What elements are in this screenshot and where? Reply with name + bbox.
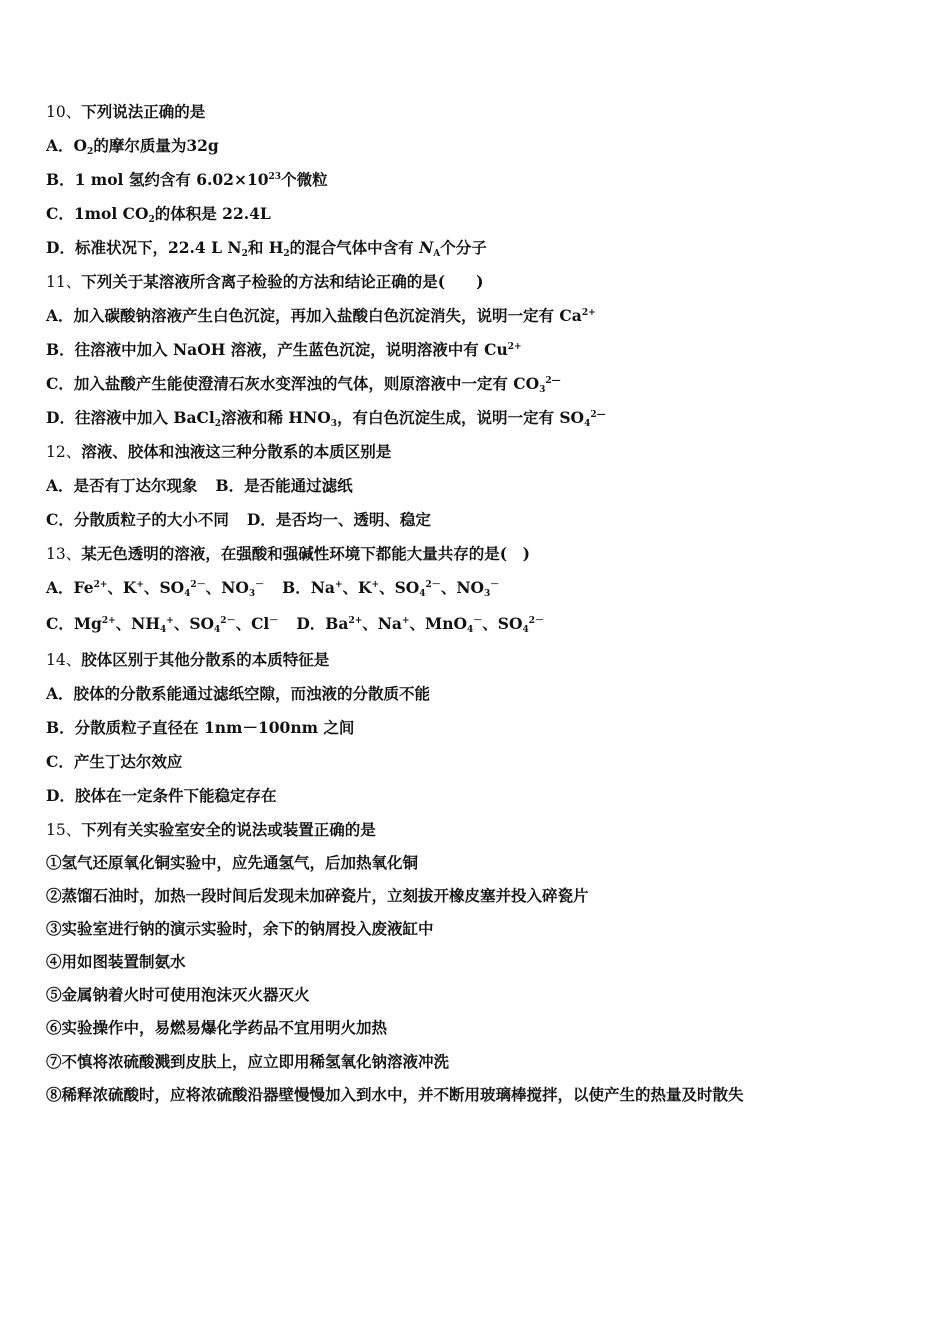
question-15-item: ①氢气还原氧化铜实验中，应先通氢气，后加热氧化铜 bbox=[46, 853, 419, 872]
subscript: 4 bbox=[214, 625, 221, 635]
question-14-option-c bbox=[46, 752, 182, 772]
question-11-stem bbox=[46, 272, 483, 292]
option-label: D． bbox=[46, 238, 75, 257]
question-stem: 下列有关实验室安全的说法或装置正确的是 bbox=[81, 820, 376, 839]
ion: Cl bbox=[251, 614, 270, 633]
subscript: 2 bbox=[283, 249, 290, 259]
superscript: + bbox=[166, 616, 174, 626]
ion: SO bbox=[394, 578, 420, 597]
option-text: 个分子 bbox=[440, 238, 487, 257]
option-text: 往溶液中加入 BaCl bbox=[74, 408, 215, 427]
ion: MnO bbox=[425, 614, 467, 633]
ion: NH bbox=[131, 614, 160, 633]
option-label: C． bbox=[46, 752, 74, 771]
superscript: 2+ bbox=[101, 616, 116, 626]
option-label: B． bbox=[215, 476, 245, 495]
separator: 、 bbox=[143, 578, 160, 597]
question-15-item: ⑦不慎将浓硫酸溅到皮肤上，应立即用稀氢氧化钠溶液冲洗 bbox=[46, 1052, 450, 1071]
superscript: 23 bbox=[268, 172, 282, 182]
question-13-options-cd bbox=[46, 614, 544, 634]
option-text: 个微粒 bbox=[281, 170, 328, 189]
ion: SO bbox=[159, 578, 185, 597]
question-15-item: ②蒸馏石油时，加热一段时间后发现未加碎瓷片，立刻拔开橡皮塞并投入碎瓷片 bbox=[46, 886, 589, 905]
question-12-options-ab bbox=[46, 476, 353, 496]
option-text: 分散质粒子的大小不同 bbox=[73, 510, 229, 529]
option-label: C． bbox=[46, 374, 74, 393]
question-number: 14、 bbox=[46, 651, 82, 669]
question-15-item: ⑤金属钠着火时可使用泡沫灭火器灭火 bbox=[46, 985, 310, 1004]
superscript: 2－ bbox=[528, 616, 545, 626]
superscript: － bbox=[255, 580, 265, 590]
option-label: D． bbox=[246, 510, 276, 529]
option-text: O bbox=[73, 136, 88, 155]
option-text: 是否能通过滤纸 bbox=[244, 476, 353, 495]
question-10-option-d bbox=[46, 238, 487, 258]
option-label: B． bbox=[46, 718, 75, 737]
question-14-option-a bbox=[46, 684, 430, 704]
superscript: + bbox=[401, 616, 410, 626]
subscript: 2 bbox=[241, 249, 248, 259]
option-text: 胶体在一定条件下能稳定存在 bbox=[74, 786, 277, 805]
question-11-option-b bbox=[46, 340, 522, 360]
superscript: － bbox=[473, 616, 483, 626]
option-label: B． bbox=[46, 340, 75, 359]
question-10-option-b bbox=[46, 170, 328, 190]
option-label: B． bbox=[282, 578, 311, 597]
option-text: 往溶液中加入 NaOH 溶液，产生蓝色沉淀，说明溶液中有 Cu bbox=[74, 340, 508, 359]
question-stem: 下列说法正确的是 bbox=[81, 102, 206, 121]
ion: Ba bbox=[325, 614, 349, 633]
option-text: 1 mol 氢约含有 6.02×10 bbox=[74, 170, 269, 189]
superscript: + bbox=[334, 580, 343, 590]
ion: Fe bbox=[73, 578, 94, 597]
question-15-item: ④用如图装置制氨水 bbox=[46, 952, 186, 971]
option-label: C． bbox=[46, 510, 74, 529]
option-label: B． bbox=[46, 170, 75, 189]
separator: 、 bbox=[440, 578, 457, 597]
superscript: 2+ bbox=[507, 342, 522, 352]
question-15-stem bbox=[46, 820, 376, 840]
option-text: 加入盐酸产生能使澄清石灰水变浑浊的气体，则原溶液中一定有 CO bbox=[73, 374, 540, 393]
superscript: + bbox=[371, 580, 380, 590]
ion: K bbox=[358, 578, 372, 597]
option-label: D． bbox=[46, 786, 75, 805]
option-label: A． bbox=[46, 578, 74, 597]
option-text: 的混合气体中含有 bbox=[289, 238, 420, 257]
separator: 、 bbox=[362, 614, 378, 633]
superscript: 2+ bbox=[348, 616, 363, 626]
superscript: 2+ bbox=[93, 580, 108, 590]
ion: SO bbox=[497, 614, 523, 633]
superscript: 2－ bbox=[425, 580, 441, 590]
question-stem: 下列关于某溶液所含离子检验的方法和结论正确的是( ) bbox=[81, 272, 484, 291]
option-label: A． bbox=[46, 306, 74, 325]
question-11-option-a bbox=[46, 306, 596, 326]
question-14-option-b bbox=[46, 718, 354, 738]
option-text: 分散质粒子直径在 1nm－100nm 之间 bbox=[74, 718, 355, 737]
ion: NO bbox=[221, 578, 249, 597]
subscript: 3 bbox=[248, 589, 256, 599]
superscript: 2— bbox=[590, 410, 606, 420]
avogadro-symbol: N bbox=[419, 238, 434, 257]
subscript: 3 bbox=[484, 589, 491, 599]
question-number: 11、 bbox=[46, 273, 82, 291]
question-stem: 某无色透明的溶液，在强酸和强碱性环境下都能大量共存的是( ) bbox=[81, 544, 530, 563]
separator: 、 bbox=[235, 614, 252, 633]
question-15-item: ⑥实验操作中，易燃易爆化学药品不宜用明火加热 bbox=[46, 1018, 388, 1037]
subscript: 2 bbox=[87, 147, 94, 157]
question-13-options-ab bbox=[46, 578, 499, 598]
ion: Mg bbox=[73, 614, 102, 633]
separator: 、 bbox=[482, 614, 498, 633]
question-15-item: ③实验室进行钠的演示实验时，余下的钠屑投入废液缸中 bbox=[46, 919, 434, 938]
superscript: 2— bbox=[545, 376, 561, 386]
subscript: 4 bbox=[160, 625, 167, 635]
option-text: 标准状况下，22.4 L N bbox=[74, 238, 242, 257]
question-number: 10、 bbox=[46, 103, 82, 121]
question-number: 13、 bbox=[46, 545, 82, 563]
option-text: 的体积是 22.4L bbox=[154, 204, 271, 223]
option-text: 1mol CO bbox=[73, 204, 149, 223]
separator: 、 bbox=[173, 614, 190, 633]
subscript: 2 bbox=[214, 419, 221, 429]
question-12-options-cd bbox=[46, 510, 431, 530]
subscript: 2 bbox=[148, 215, 155, 225]
separator: 、 bbox=[205, 578, 222, 597]
question-number: 15、 bbox=[46, 821, 82, 839]
option-text: 胶体的分散系能通过滤纸空隙，而浊液的分散质不能 bbox=[73, 684, 431, 703]
separator: 、 bbox=[342, 578, 359, 597]
question-14-option-d bbox=[46, 786, 276, 806]
superscript: － bbox=[490, 580, 500, 590]
option-text: 和 H bbox=[247, 238, 284, 257]
ion: Na bbox=[377, 614, 402, 633]
ion: K bbox=[122, 578, 137, 597]
question-number: 12、 bbox=[46, 443, 82, 461]
question-15-item: ⑧稀释浓硫酸时，应将浓硫酸沿器壁慢慢加入到水中，并不断用玻璃棒搅拌，以使产生的热量及时散失 bbox=[46, 1085, 744, 1104]
option-label: A． bbox=[46, 684, 74, 703]
option-label: C． bbox=[46, 204, 74, 223]
superscript: 2+ bbox=[581, 308, 596, 318]
question-12-stem bbox=[46, 442, 391, 462]
subscript: 4 bbox=[584, 419, 591, 429]
option-label: A． bbox=[46, 136, 74, 155]
question-14-stem bbox=[46, 650, 329, 670]
option-text: 是否有丁达尔现象 bbox=[73, 476, 198, 495]
separator: 、 bbox=[409, 614, 426, 633]
subscript: A bbox=[433, 249, 441, 259]
subscript: 4 bbox=[466, 625, 474, 635]
subscript: 3 bbox=[330, 419, 337, 429]
question-10-option-a bbox=[46, 136, 219, 156]
option-text: ，有白色沉淀生成，说明一定有 SO bbox=[336, 408, 585, 427]
question-11-option-c bbox=[46, 374, 561, 394]
subscript: 4 bbox=[419, 589, 426, 599]
option-text: 加入碳酸钠溶液产生白色沉淀，再加入盐酸白色沉淀消失，说明一定有 Ca bbox=[73, 306, 582, 325]
superscript: 2－ bbox=[220, 616, 236, 626]
option-text: 产生丁达尔效应 bbox=[73, 752, 183, 771]
question-10-stem bbox=[46, 102, 205, 122]
ion: SO bbox=[189, 614, 215, 633]
option-label: D． bbox=[46, 408, 75, 427]
option-text: 溶液和稀 HNO bbox=[220, 408, 331, 427]
separator: 、 bbox=[107, 578, 123, 597]
separator: 、 bbox=[115, 614, 132, 633]
question-13-stem bbox=[46, 544, 530, 564]
question-stem: 溶液、胶体和浊液这三种分散系的本质区别是 bbox=[81, 442, 392, 461]
option-text: 是否均一、透明、稳定 bbox=[275, 510, 431, 529]
superscript: － bbox=[269, 616, 279, 626]
option-label: D． bbox=[296, 614, 326, 633]
option-text: 的摩尔质量为32g bbox=[93, 136, 219, 155]
option-label: A． bbox=[46, 476, 74, 495]
superscript: + bbox=[136, 580, 144, 590]
ion: NO bbox=[456, 578, 484, 597]
ion: Na bbox=[310, 578, 335, 597]
question-11-option-d bbox=[46, 408, 606, 428]
subscript: 4 bbox=[522, 625, 529, 635]
subscript: 3 bbox=[539, 385, 546, 395]
separator: 、 bbox=[379, 578, 395, 597]
question-10-option-c bbox=[46, 204, 271, 224]
option-label: C． bbox=[46, 614, 74, 633]
question-stem: 胶体区别于其他分散系的本质特征是 bbox=[81, 650, 330, 669]
superscript: 2－ bbox=[190, 580, 206, 590]
subscript: 4 bbox=[184, 589, 191, 599]
